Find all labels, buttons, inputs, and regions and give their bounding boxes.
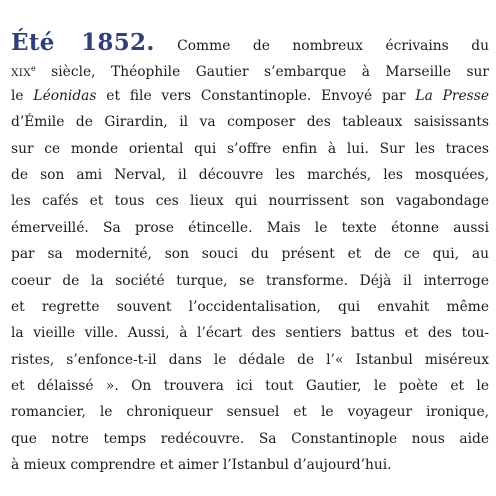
- text-line: sur ce monde oriental qui s’offre enfin à lui. Sur les traces: [11, 140, 489, 157]
- text-line: ristes, s’enfonce-t-il dans le dédale de l’« Istanbul miséreux: [11, 351, 489, 368]
- text-line: émerveillé. Sa prose étincelle. Mais le texte étonne aussi: [11, 219, 489, 236]
- text-line: à mieux comprendre et aimer l’Istanbul d’aujourd’hui.: [11, 457, 392, 474]
- book-blurb-paragraph: [11, 30, 489, 479]
- newspaper-name: La Presse: [415, 87, 489, 104]
- text-span: Comme de nombreux écrivains du: [154, 38, 489, 54]
- lead-heading: Été 1852.: [11, 29, 155, 56]
- century-numeral: XIX: [11, 67, 31, 80]
- text-line: que notre temps redécouvre. Sa Constantinople nous aide: [11, 430, 489, 447]
- text-line: et délaissé ». On trouvera ici tout Gautier, le poète et le: [11, 378, 489, 395]
- ship-name: Léonidas: [33, 87, 97, 104]
- text-span: et file vers Constantinople. Envoyé par: [96, 87, 416, 104]
- text-line: coeur de la société turque, se transforme. Déjà il interroge: [11, 272, 489, 289]
- text-line: [11, 30, 489, 56]
- text-line: et regrette souvent l’occidentalisation, qui envahit même: [11, 298, 489, 315]
- text-line: la vieille ville. Aussi, à l’écart des sentiers battus et des tou-: [11, 325, 489, 342]
- text-line: romancier, le chroniqueur sensuel et le voyageur ironique,: [11, 404, 489, 421]
- text-span: le: [11, 87, 34, 104]
- text-span: siècle, Théophile Gautier s’embarque à Marseille sur: [35, 64, 489, 81]
- text-line: d’Émile de Girardin, il va composer des tableaux saisissants: [11, 114, 489, 131]
- text-line: de son ami Nerval, il découvre les marchés, les mosquées,: [11, 166, 489, 183]
- text-line: les cafés et tous ces lieux qui nourrissent son vagabondage: [11, 193, 489, 210]
- text-line: [11, 83, 489, 109]
- text-line: [11, 56, 489, 82]
- century-superscript: e: [31, 64, 36, 74]
- text-line: par sa modernité, son souci du présent et de ce qui, au: [11, 246, 489, 263]
